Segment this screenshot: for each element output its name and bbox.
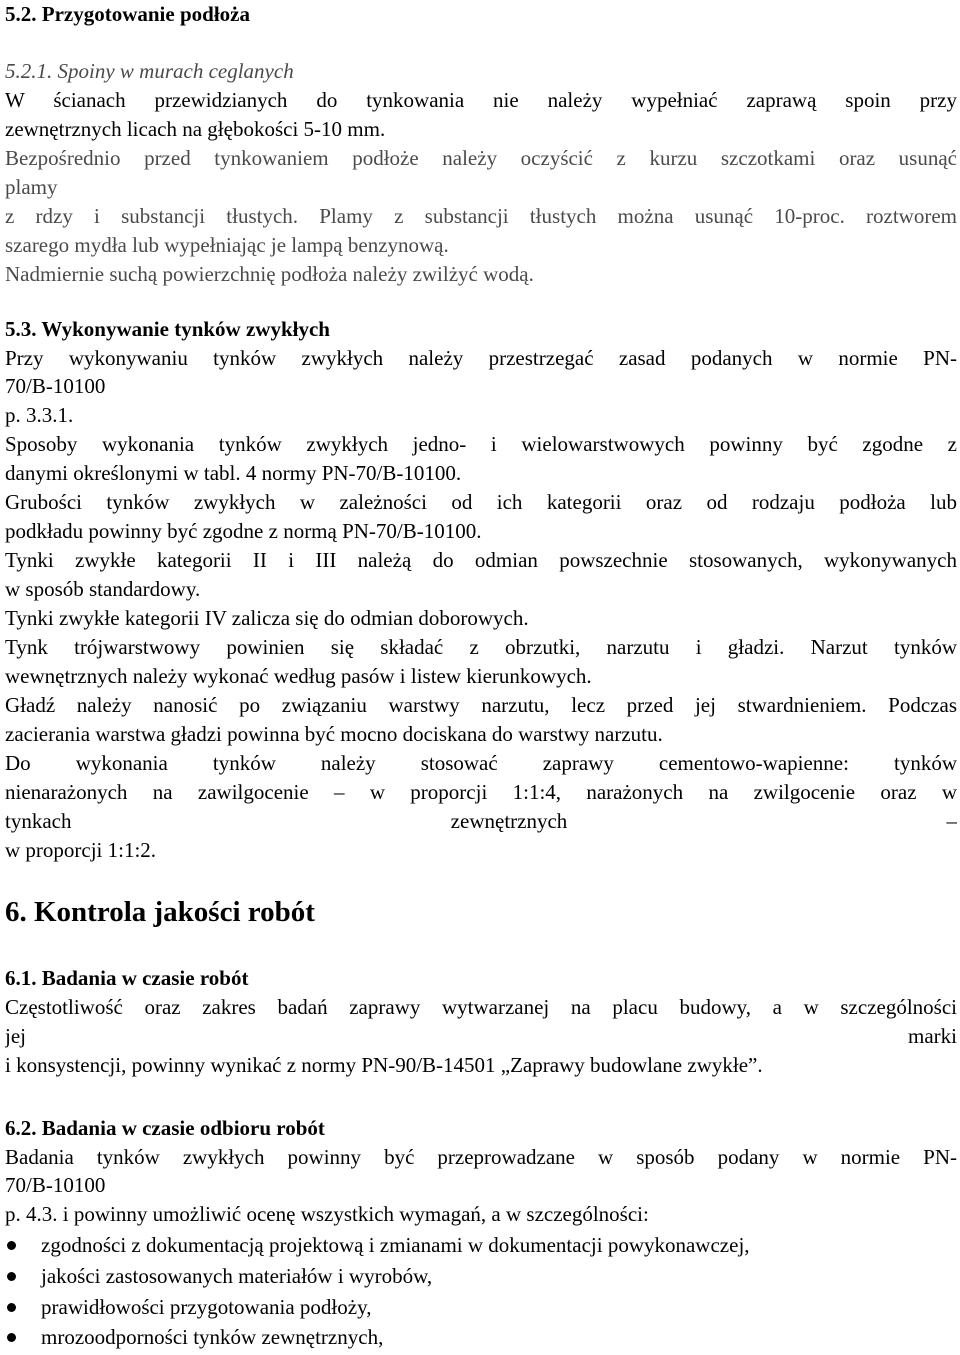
paragraph-line: danymi określonymi w tabl. 4 normy PN-70/B-10100. (5, 461, 462, 485)
paragraph-line: wewnętrznych należy wykonać według pasów i listew kierunkowych. (5, 664, 592, 688)
chapter-heading-6: 6. Kontrola jakości robót (5, 896, 315, 928)
paragraph-line: 70/B-10100 (5, 374, 106, 398)
paragraph-line: szarego mydła lub wypełniając je lampą benzynową. (5, 233, 449, 257)
paragraph-line: Tynk trójwarstwowy powinien się składać z obrzutki, narzutu i gładzi. Narzut tynków (5, 635, 957, 659)
paragraph-line: zacierania warstwa gładzi powinna być mocno dociskana do warstwy narzutu. (5, 722, 663, 746)
bullet-icon (7, 1333, 16, 1342)
section-heading-6-1: 6.1. Badania w czasie robót (5, 966, 249, 990)
paragraph-line: Nadmiernie suchą powierzchnię podłoża należy zwilżyć wodą. (5, 262, 534, 286)
paragraph-line: Gładź należy nanosić po związaniu warstwy narzutu, lecz przed jej stwardnieniem. Podczas (5, 693, 957, 717)
paragraph-line: Badania tynków zwykłych powinny być przeprowadzane w sposób podany w normie PN- (5, 1145, 957, 1169)
paragraph-line: plamy (5, 175, 58, 199)
paragraph-line: Grubości tynków zwykłych w zależności od ich kategorii oraz od rodzaju podłoża lub (5, 490, 957, 514)
paragraph-line: p. 3.3.1. (5, 403, 74, 427)
section-heading-5-2: 5.2. Przygotowanie podłoża (5, 2, 250, 26)
paragraph-line: Częstotliwość oraz zakres badań zaprawy wytwarzanej na placu budowy, a w szczególności (5, 995, 957, 1019)
paragraph-line: zewnętrznych licach na głębokości 5-10 mm. (5, 117, 386, 141)
bullet-icon (7, 1272, 16, 1281)
paragraph-line: p. 4.3. i powinny umożliwić ocenę wszystkich wymagań, a w szczególności: (5, 1202, 649, 1226)
paragraph-line: tynkach zewnętrznych – (5, 809, 957, 833)
list-item-text: mrozoodporności tynków zewnętrznych, (41, 1325, 384, 1349)
paragraph-line: Tynki zwykłe kategorii II i III należą do odmian powszechnie stosowanych, wykonywanych (5, 548, 957, 572)
paragraph-line: Sposoby wykonania tynków zwykłych jedno- i wielowarstwowych powinny być zgodne z (5, 432, 957, 456)
paragraph-line: nienarażonych na zawilgocenie – w proporcji 1:1:4, narażonych na zwilgocenie oraz w (5, 780, 957, 804)
list-item-text: jakości zastosowanych materiałów i wyrobów, (41, 1264, 433, 1288)
paragraph-line: Tynki zwykłe kategorii IV zalicza się do odmian doborowych. (5, 606, 529, 630)
bullet-icon (7, 1303, 16, 1312)
paragraph-line: Do wykonania tynków należy stosować zaprawy cementowo-wapienne: tynków (5, 751, 957, 775)
paragraph-line: w sposób standardowy. (5, 577, 201, 601)
bullet-icon (7, 1241, 16, 1250)
paragraph-line: i konsystencji, powinny wynikać z normy PN-90/B-14501 „Zaprawy budowlane zwykłe”. (5, 1053, 763, 1077)
paragraph-line: W ścianach przewidzianych do tynkowania nie należy wypełniać zaprawą spoin przy (5, 88, 957, 112)
paragraph-line: Bezpośrednio przed tynkowaniem podłoże należy oczyścić z kurzu szczotkami oraz usunąć (5, 146, 957, 170)
list-item-text: zgodności z dokumentacją projektową i zmianami w dokumentacji powykonawczej, (41, 1233, 750, 1257)
paragraph-line: z rdzy i substancji tłustych. Plamy z substancji tłustych można usunąć 10-proc. roztworem (5, 204, 957, 228)
section-heading-5-3: 5.3. Wykonywanie tynków zwykłych (5, 317, 330, 341)
paragraph-line: 70/B-10100 (5, 1173, 106, 1197)
list-item-text: prawidłowości przygotowania podłoży, (41, 1295, 372, 1319)
paragraph-line: jej marki (5, 1024, 957, 1048)
subsection-heading-5-2-1: 5.2.1. Spoiny w murach ceglanych (5, 59, 294, 83)
paragraph-line: w proporcji 1:1:2. (5, 838, 157, 862)
paragraph-line: Przy wykonywaniu tynków zwykłych należy przestrzegać zasad podanych w normie PN- (5, 346, 957, 370)
paragraph-line: podkładu powinny być zgodne z normą PN-70/B-10100. (5, 519, 482, 543)
section-heading-6-2: 6.2. Badania w czasie odbioru robót (5, 1116, 325, 1140)
